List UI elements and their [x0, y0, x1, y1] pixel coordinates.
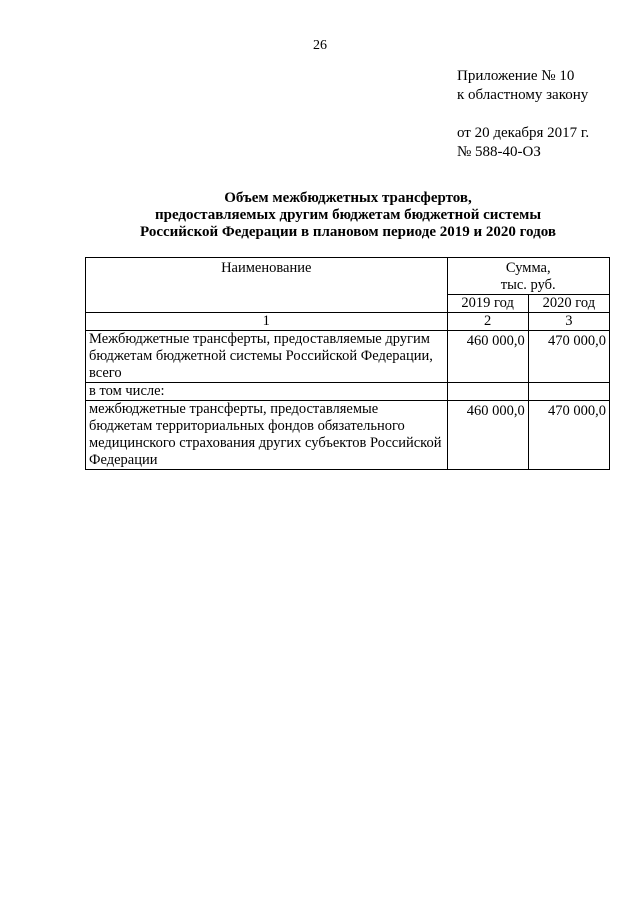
appendix-block: [457, 67, 589, 162]
row-value-2020: [528, 383, 609, 401]
row-value-2019: [447, 383, 528, 401]
row-value-2019: 460 000,0: [447, 401, 528, 470]
row-value-2020: 470 000,0: [528, 331, 609, 383]
row-name: в том числе:: [86, 383, 448, 401]
title-line-1: Объем межбюджетных трансфертов,: [224, 190, 472, 206]
header-sum: [447, 258, 610, 295]
row-name: Межбюджетные трансферты, предоставляемые другим бюджетам бюджетной системы Российской Федерации, всего: [86, 331, 448, 383]
title-line-3: Российской Федерации в плановом периоде 2019 и 2020 годов: [140, 224, 556, 240]
col-number-2: 2: [447, 313, 528, 331]
table-column-numbers-row: [86, 313, 610, 331]
row-value-2019: 460 000,0: [447, 331, 528, 383]
appendix-title: Приложение № 10: [457, 68, 575, 84]
table-header-row: [86, 258, 610, 295]
table-row: [86, 383, 610, 401]
header-sum-label: Сумма,: [505, 260, 551, 276]
table-row: [86, 401, 610, 470]
row-name: межбюджетные трансферты, предоставляемые бюджетам территориальных фондов обязательного медицинского страхования других субъектов Российской Федерации: [86, 401, 448, 470]
transfers-table: [85, 257, 610, 470]
header-sum-unit: тыс. руб.: [500, 277, 556, 293]
appendix-law-ref: к областному закону: [457, 87, 589, 103]
appendix-date: от 20 декабря 2017 г.: [457, 125, 590, 141]
header-year-2020: 2020 год: [528, 295, 609, 313]
header-year-2019: 2019 год: [447, 295, 528, 313]
row-value-2020: 470 000,0: [528, 401, 609, 470]
document-title: [86, 190, 610, 241]
col-number-3: 3: [528, 313, 609, 331]
page-number: 26: [313, 38, 327, 53]
title-line-2: предоставляемых другим бюджетам бюджетной системы: [154, 207, 542, 223]
header-name: Наименование: [86, 258, 448, 313]
col-number-1: 1: [86, 313, 448, 331]
table-row: [86, 331, 610, 383]
appendix-number: № 588-40-ОЗ: [457, 144, 541, 160]
